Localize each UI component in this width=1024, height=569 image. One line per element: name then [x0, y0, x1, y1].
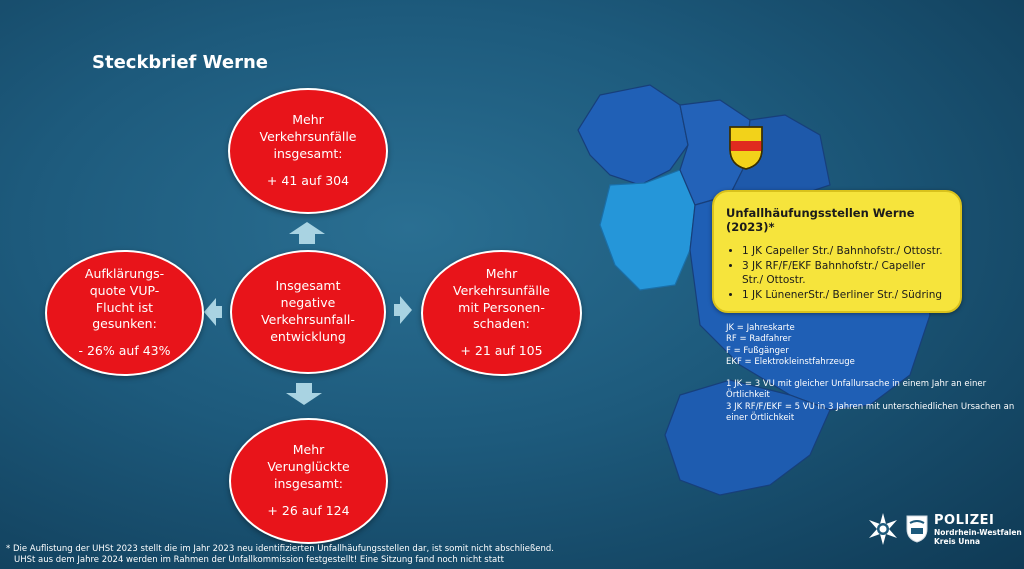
legend-line: F = Fußgänger — [726, 345, 789, 356]
list-item: • 3 JK RF/F/EKF Bahnhofstr./ Capeller Str./ Ottostr. — [742, 259, 948, 288]
nrw-crest-icon — [906, 515, 928, 543]
circle-accidents-total — [228, 88, 388, 214]
police-logo — [866, 512, 1022, 546]
legend-line: JK = Jahreskarte — [726, 323, 795, 333]
footnote-line: UHSt aus dem Jahre 2024 werden im Rahmen der Unfallkommission festgestellt! Eine Sitzung fand noch nicht statt — [14, 555, 504, 566]
circle-casualties — [229, 418, 388, 544]
footnote-line: * Die Auflistung der UHSt 2023 stellt die im Jahr 2023 neu identifizierten Unfallhäufungsstellen dar, ist somit nicht abschließend. — [6, 544, 555, 554]
circle-text: insgesamt: — [273, 146, 343, 161]
legend-note: 3 JK RF/F/EKF = 5 VU in 3 Jahren mit unterschiedlichen Ursachen an einer Örtlichkeit — [726, 401, 1015, 424]
circle-text: Aufklärungs- — [84, 265, 165, 281]
legend-line: EKF = Elektrokleinstfahrzeuge — [726, 357, 855, 368]
circle-text: Verkehrsunfälle — [452, 282, 550, 298]
logo-subtitle: Nordrhein-Westfalen — [934, 527, 1022, 537]
circle-text: Flucht ist — [95, 299, 154, 315]
circle-text: negative — [280, 295, 336, 311]
circle-text: insgesamt: — [274, 476, 343, 491]
arrow-down-icon — [284, 381, 324, 407]
legend-line: RF = Radfahrer — [726, 334, 792, 345]
circle-text: Verunglückte — [267, 459, 350, 475]
footnote — [6, 544, 554, 567]
accident-hotspots-box — [712, 190, 962, 313]
circle-text: schaden: — [473, 316, 530, 332]
page-title: Steckbrief Werne — [92, 52, 268, 73]
circle-value: + 41 auf 304 — [266, 172, 350, 188]
werne-crest-icon — [728, 125, 764, 171]
circle-text: Insgesamt — [275, 278, 341, 294]
legend-note: 1 JK = 3 VU mit gleicher Unfallursache in einem Jahr an einer Örtlichkeit — [726, 378, 987, 401]
circle-text: gesunken: — [92, 316, 157, 332]
circle-text: Mehr — [485, 265, 518, 281]
circle-negative-trend — [230, 250, 386, 374]
police-star-icon — [866, 512, 900, 546]
circle-text: mit Personen- — [458, 299, 545, 315]
arrow-left-icon — [202, 296, 224, 328]
arrow-right-icon — [392, 294, 414, 326]
logo-title: POLIZEI — [934, 512, 995, 528]
list-item: • 1 JK Capeller Str./ Bahnhofstr./ Ottostr. — [742, 244, 948, 259]
circle-text: quote VUP- — [89, 282, 160, 298]
circle-text: Verkehrsunfälle — [259, 129, 357, 145]
logo-subtitle: Kreis Unna — [934, 536, 981, 546]
circle-text: entwicklung — [270, 328, 346, 344]
circle-value: + 21 auf 105 — [460, 343, 543, 359]
hotspot-list — [726, 244, 948, 303]
list-item: • 1 JK LünenerStr./ Berliner Str./ Südring — [742, 288, 948, 303]
circle-injury-accidents — [421, 250, 582, 376]
map-region-west — [600, 170, 695, 290]
circle-text: Mehr — [292, 112, 324, 128]
infobox-heading: Unfallhäufungsstellen Werne (2023)* — [726, 206, 915, 234]
circle-text: Mehr — [292, 442, 325, 458]
circle-text: Verkehrsunfall- — [261, 312, 355, 327]
circle-value: - 26% auf 43% — [78, 343, 171, 359]
circle-value: + 26 auf 124 — [267, 502, 350, 518]
abbreviation-legend — [726, 323, 1024, 425]
circle-clearance-rate — [45, 250, 204, 376]
arrow-up-icon — [287, 220, 327, 246]
map-region-northwest — [578, 85, 688, 185]
